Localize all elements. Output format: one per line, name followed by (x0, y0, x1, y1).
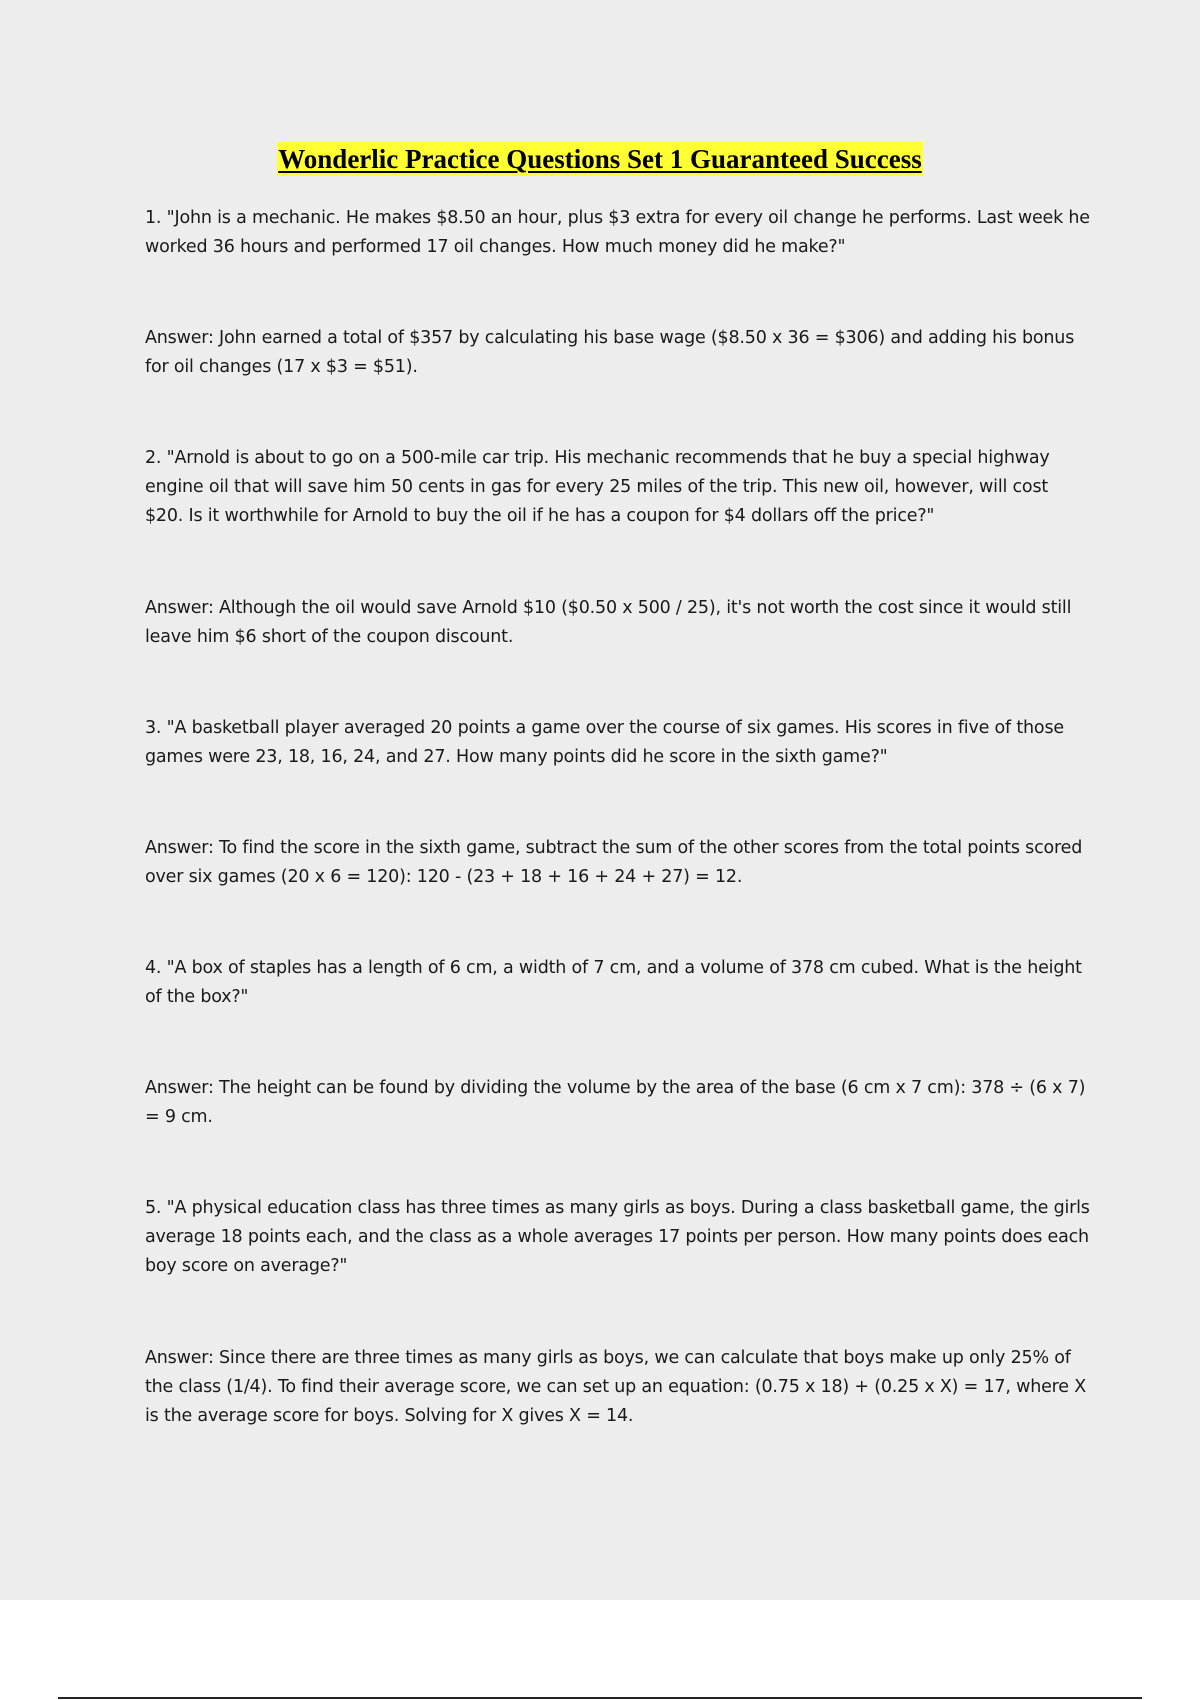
question-1: 1. "John is a mechanic. He makes $8.50 an hour, plus $3 extra for every oil change he performs. Last week he worked 36 hours and performed 17 oil changes. How much money did he make?" (145, 208, 1090, 257)
question-2: 2. "Arnold is about to go on a 500-mile car trip. His mechanic recommends that he buy a special highway engine oil that will save him 50 cents in gas for every 25 miles of the trip. This new oil, however, will cost $20. Is it worthwhile for Arnold to buy the oil if he has a coupon for $4 dollars off the price?" (145, 448, 1050, 526)
question-5: 5. "A physical education class has three times as many girls as boys. During a class basketball game, the girls average 18 points each, and the class as a whole averages 17 points per person. How many points does each boy score on average?" (145, 1198, 1090, 1276)
document-title: Wonderlic Practice Questions Set 1 Guaranteed Success (278, 144, 922, 174)
answer-1: Answer: John earned a total of $357 by calculating his base wage ($8.50 x 36 = $306) and adding his bonus for oil changes (17 x $3 = $51). (145, 328, 1075, 377)
question-3: 3. "A basketball player averaged 20 points a game over the course of six games. His scores in five of those games were 23, 18, 16, 24, and 27. How many points did he score in the sixth game?" (145, 718, 1064, 767)
title-container (0, 142, 1200, 176)
answer-2: Answer: Although the oil would save Arnold $10 ($0.50 x 500 / 25), it's not worth the cost since it would still leave him $6 short of the coupon discount. (145, 598, 1072, 647)
bottom-divider (58, 1697, 1142, 1699)
answer-3: Answer: To find the score in the sixth game, subtract the sum of the other scores from the total points scored over six games (20 x 6 = 120): 120 - (23 + 18 + 16 + 24 + 27) = 12. (145, 838, 1083, 887)
question-4: 4. "A box of staples has a length of 6 cm, a width of 7 cm, and a volume of 378 cm cubed. What is the height of the box?" (145, 958, 1082, 1007)
answer-4: Answer: The height can be found by dividing the volume by the area of the base (6 cm x 7 cm): 378 ÷ (6 x 7) = 9 cm. (145, 1078, 1086, 1127)
answer-5: Answer: Since there are three times as many girls as boys, we can calculate that boys make up only 25% of the class (1/4). To find their average score, we can set up an equation: (0.75 x 18) + (0.25 x X) = 17, where X is the average score for boys. Solving for X gives X = 14. (145, 1348, 1086, 1426)
